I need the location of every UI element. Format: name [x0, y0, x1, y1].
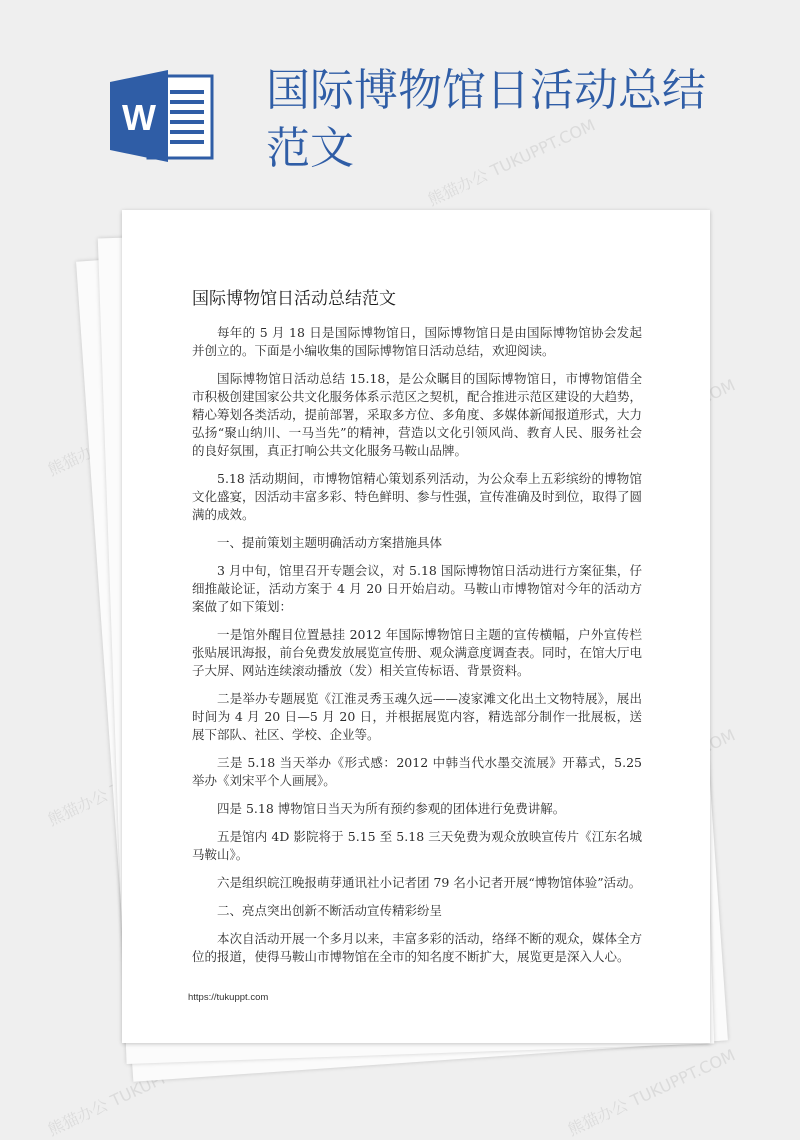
paragraph: 四是 5.18 博物馆日当天为所有预约参观的团体进行免费讲解。	[217, 801, 566, 816]
paragraph: 三是 5.18 当天举办《形式感：2012 中韩当代水墨交流展》开幕式，5.25 举办《刘宋平个人画展》。	[192, 755, 642, 788]
paragraph: 六是组织皖江晚报萌芽通讯社小记者团 79 名小记者开展“博物馆体验”活动。	[217, 875, 642, 890]
paragraph: 国际博物馆日活动总结 15.18，是公众瞩目的国际博物馆日，市博物馆借全市积极创建国家公共文化服务体系示范区之契机，配合推进示范区建设的大趋势，精心筹划各类活动，提前部署，采取多方位、多角度、多媒体新闻报道形式，大力弘扬“聚山纳川、一马当先”的精神，营造以文化引领风尚、教育人民、服务社会的良好氛围，真正打响公共文化服务马鞍山品牌。	[192, 371, 643, 458]
section-heading: 一、提前策划主题明确活动方案措施具体	[217, 535, 443, 550]
document-page	[122, 210, 710, 1043]
paragraph: 3 月中旬，馆里召开专题会议，对 5.18 国际博物馆日活动进行方案征集，仔细推敲论证，活动方案于 4 月 20 日开始启动。马鞍山市博物馆对今年的活动方案做了如下策划：	[192, 563, 642, 614]
paragraph: 本次自活动开展一个多月以来，丰富多彩的活动，络绎不断的观众，媒体全方位的报道，使得马鞍山市博物馆在全市的知名度不断扩大，展览更是深入人心。	[192, 931, 643, 964]
paragraph: 一是馆外醒目位置悬挂 2012 年国际博物馆日主题的宣传横幅，户外宣传栏张贴展讯海报，前台免费发放展览宣传册、观众满意度调查表。同时，在馆大厅电子大屏、网站连续滚动播放（发）相关宣传标语、背景资料。	[192, 627, 643, 678]
svg-text:W: W	[122, 97, 156, 138]
paragraph: 每年的 5 月 18 日是国际博物馆日，国际博物馆日是由国际博物馆协会发起并创立的。下面是小编收集的国际博物馆日活动总结，欢迎阅读。	[192, 325, 642, 358]
word-document-icon	[110, 70, 214, 162]
document-body	[192, 324, 642, 976]
watermark: 熊猫办公	[44, 435, 111, 480]
watermark: 熊猫办公 TUKUPPT.COM	[424, 115, 599, 210]
section-heading: 二、亮点突出创新不断活动宣传精彩纷呈	[217, 903, 443, 918]
footer-url[interactable]: https://tukuppt.com	[188, 992, 269, 1003]
paragraph: 5.18 活动期间，市博物馆精心策划系列活动，为公众奉上五彩缤纷的博物馆文化盛宴，因活动丰富多彩、特色鲜明、参与性强，宣传准确及时到位，取得了圆满的成效。	[192, 471, 643, 522]
paragraph: 五是馆内 4D 影院将于 5.15 至 5.18 三天免费为观众放映宣传片《江东名城马鞍山》。	[192, 829, 642, 862]
paragraph: 二是举办专题展览《江淮灵秀玉魂久远——凌家滩文化出土文物特展》，展出时间为 4 月 20 日—5 月 20 日，并根据展览内容，精选部分制作一批展板，送展下部队、社区、学校、企业等。	[192, 691, 642, 742]
watermark: 熊猫办公 TUKUPPT.COM	[564, 1045, 739, 1140]
watermark: 熊猫办公	[44, 785, 111, 830]
document-title: 国际博物馆日活动总结范文	[192, 289, 396, 309]
watermark: 熊猫办公 TUKUPPT.COM	[44, 1045, 219, 1140]
banner-title: 国际博物馆日活动总结范文	[266, 65, 706, 174]
